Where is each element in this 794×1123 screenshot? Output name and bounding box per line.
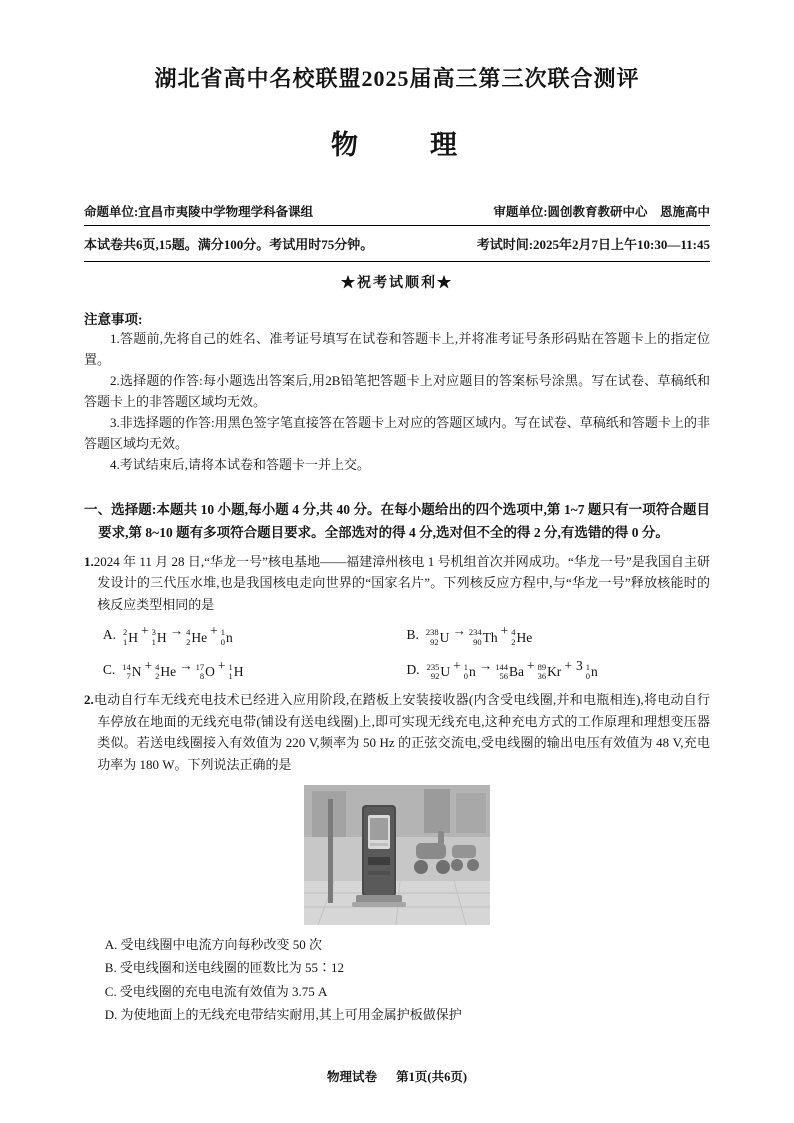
exam-wish: ★祝考试顺利★ [341, 276, 453, 291]
nuclear-equation-a: 2 1 H + 3 1 H → 4 2 He + 1 0 n [123, 623, 233, 647]
option-a-text: 受电线圈中电流方向每秒改变 50 次 [120, 936, 322, 952]
notice-item: 4.考试结束后,请将本试卷和答题卡一并上交。 [110, 457, 371, 473]
option-b-text: 受电线圈和送电线圈的匝数比为 55∶12 [119, 960, 344, 976]
option-a [103, 623, 407, 648]
page-footer [0, 1067, 794, 1085]
question-1 [84, 551, 710, 682]
option-c-label: C. [102, 661, 116, 677]
question-2-text: 电动自行车无线充电技术已经进入应用阶段,在踏板上安装接收器(内含受电线圈,并和电瓶相连),将电动自行车停放在地面的无线充电带(铺设有送电线圈)上,即可实现无线充电,这种充电方式的工作原理和理想变压器类似。若送电线圈接入有效值为 220 V,频率为 50 Hz 的正弦交流电,受电线圈的输出电压有效值为 48 V,充电功率为 180 W。下列说法正确的是 [93, 692, 710, 772]
question-2-figure [84, 785, 710, 925]
question-1-stem [84, 551, 710, 615]
exam-info-left: 本试卷共6页,15题。满分100分。考试用时75分钟。 [84, 237, 374, 252]
nuclear-equation-d: 235 92 U + 1 0 n → 144 56 Ba + 89 36 Kr + 3 1 0 n [426, 657, 598, 682]
notice-item: 2.选择题的作答:每小题选出答案后,用2B铅笔把答题卡上对应题目的答案标号涂黑。写在试卷、草稿纸和答题卡上的非答题区域均无效。 [84, 373, 710, 410]
option-c [103, 658, 407, 683]
subject-title: 物 理 [331, 130, 463, 160]
section-choice-heading: 一、选择题:本题共 10 小题,每小题 4 分,共 40 分。在每小题给出的四个选项中,第 1~7 题只有一项符合题目要求,第 8~10 题有多项符合题目要求。全部选对的得 4 分,选对但不全的得 2 分,有选错的得 0 分。 [84, 502, 710, 540]
footer-page-number: 第1页(共6页) [396, 1070, 467, 1084]
option-c [105, 980, 710, 1003]
question-1-text: 2024 年 11 月 28 日,“华龙一号”核电基地——福建漳州核电 1 号机组首次并网成功。“华龙一号”是我国自主研发设计的三代压水堆,也是我国核电走向世界的“国家名片”。下列核反应方程中,与“华龙一号”释放核能时的核反应类型相同的是 [93, 553, 710, 612]
option-b-label: B. [104, 960, 117, 976]
option-d [406, 658, 710, 683]
option-d-label: D. [406, 661, 420, 677]
option-d [105, 1003, 710, 1026]
question-2-options [84, 933, 710, 1027]
option-a-label: A. [104, 936, 118, 952]
option-b [406, 623, 710, 648]
unit-info-row [84, 202, 710, 225]
option-c-text: 受电线圈的充电电流有效值为 3.75 A [119, 983, 328, 999]
reviewer-unit: 审题单位:圆创教育教研中心 恩施高中 [493, 205, 710, 219]
notice-title: 注意事项: [84, 312, 143, 327]
question-2 [84, 689, 710, 1026]
question-1-number: 1. [84, 553, 94, 569]
option-b-label: B. [406, 627, 419, 643]
question-2-stem [84, 689, 710, 775]
exam-info-right: 考试时间:2025年2月7日上午10:30—11:45 [476, 237, 710, 252]
question-2-number: 2. [84, 692, 94, 708]
nuclear-equation-c: 14 7 N + 4 2 He → 17 8 O + 1 1 H [122, 657, 244, 682]
option-d-label: D. [104, 1007, 118, 1023]
option-c-label: C. [104, 983, 117, 999]
question-1-options [84, 623, 710, 682]
option-a [105, 933, 710, 956]
option-a-label: A. [102, 627, 117, 643]
option-d-text: 为使地面上的无线充电带结实耐用,其上可用金属护板做保护 [120, 1007, 462, 1023]
footer-paper-name: 物理试卷 [327, 1070, 378, 1084]
option-b [105, 956, 710, 979]
page-title: 湖北省高中名校联盟2025届高三第三次联合测评 [154, 66, 640, 91]
setter-unit: 命题单位:宜昌市夷陵中学物理学科备课组 [84, 205, 314, 219]
notice-item: 1.答题前,先将自己的姓名、准考证号填写在试卷和答题卡上,并将准考证号条形码贴在答题卡上的指定位置。 [84, 331, 710, 368]
charging-station-photo [304, 785, 490, 925]
exam-info-row [84, 225, 710, 262]
notice-item: 3.非选择题的作答:用黑色签字笔直接答在答题卡上对应的答题区域内。写在试卷、草稿纸和答题卡上的非答题区域均无效。 [84, 415, 710, 452]
nuclear-equation-b: 238 92 U → 234 90 Th + 4 2 He [425, 623, 533, 647]
